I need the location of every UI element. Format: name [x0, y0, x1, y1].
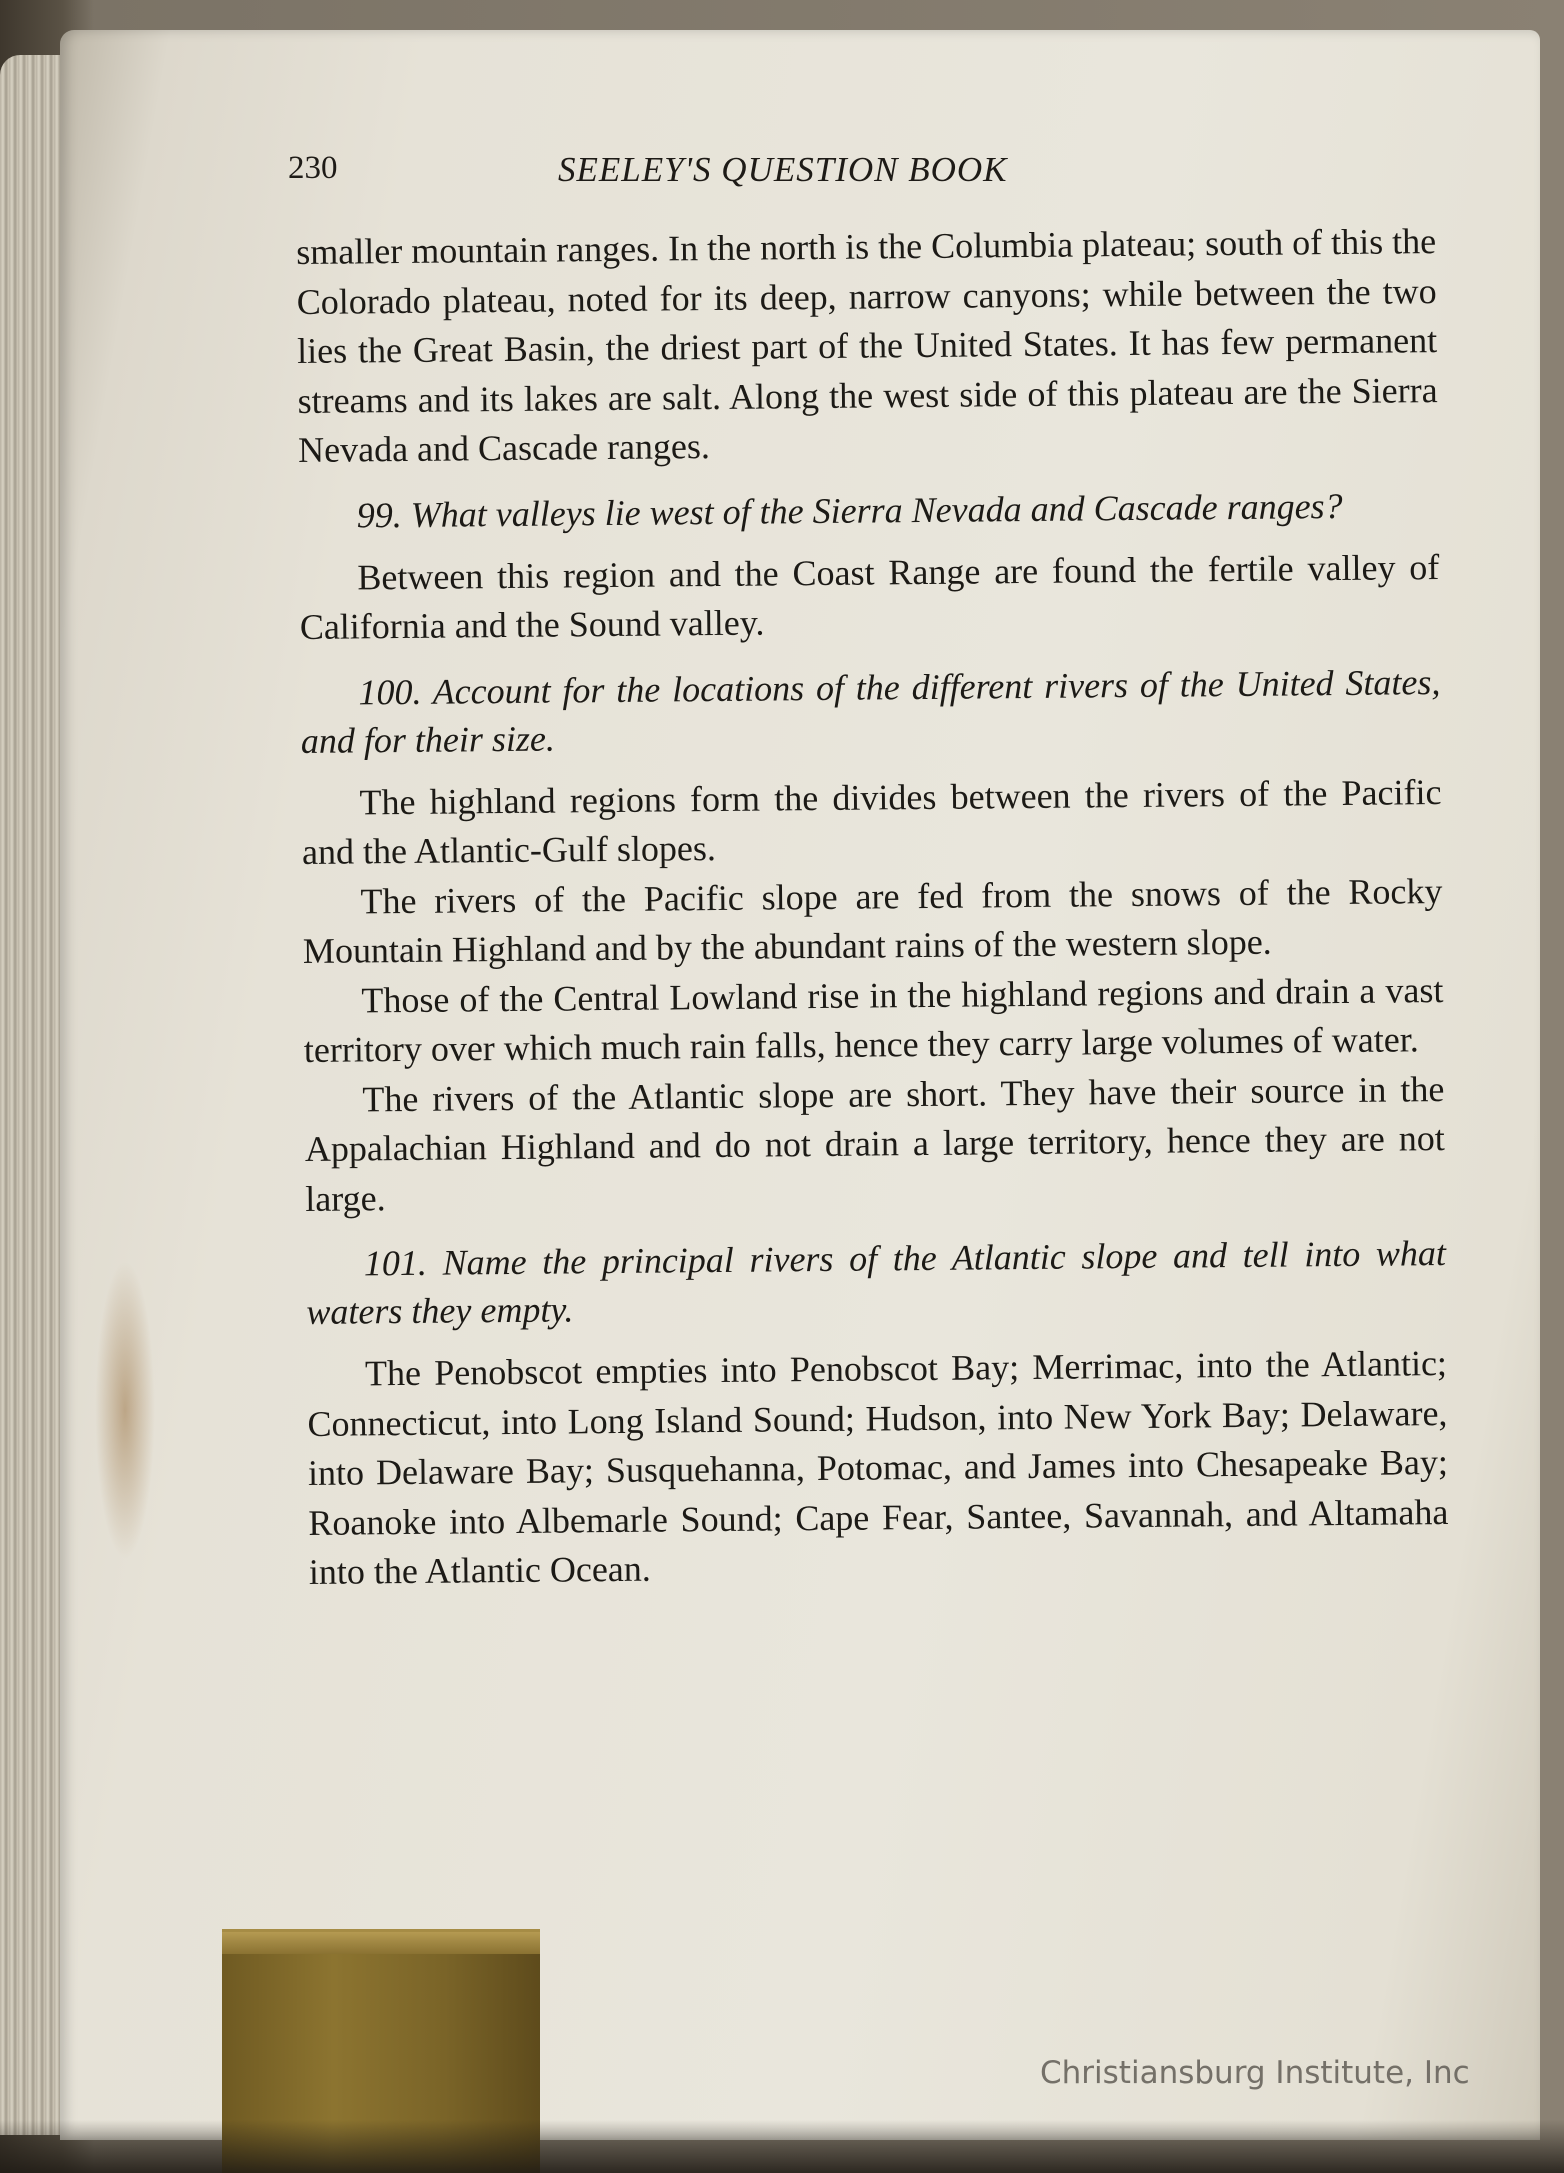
answer-101: The Penobscot empties into Penobscot Bay; Merrimac, into the Atlantic; Connecticut, into Long Island Sound; Hudson, into New York Bay; Delaware, into Delaware Bay; Susquehanna, Potomac, and James into Chesapeake Bay; Roanoke into Albemarle Sound; Cape Fear, Santee, Savannah, and Altamaha into the Atlantic Ocean.: [307, 1343, 1449, 1592]
page-header: [288, 150, 1148, 196]
answer-100-paragraph-2: The rivers of the Pacific slope are fed from the snows of the Rocky Mountain Highland and by the abundant rains of the western slope.: [302, 870, 1443, 971]
watermark: Christiansburg Institute, Inc: [1040, 2055, 1470, 2091]
answer-100-paragraph-1: The highland regions form the divides between the rivers of the Pacific and the Atlantic-Gulf slopes.: [301, 771, 1442, 872]
running-title: SEELEY'S QUESTION BOOK: [558, 150, 1008, 189]
bottom-shadow: [0, 2120, 1564, 2173]
question-99: 99. What valleys lie west of the Sierra Nevada and Cascade ranges?: [356, 485, 1343, 535]
paragraph-continuation: smaller mountain ranges. In the north is the Columbia plateau; south of this the Colorado plateau, noted for its deep, narrow canyons; while between the two lies the Great Basin, the driest part of the United States. It has few permanent streams and its lakes are salt. Along the west side of this plateau are the Sierra Nevada and Cascade ranges.: [296, 221, 1438, 470]
answer-100-paragraph-4: The rivers of the Atlantic slope are short. They have their source in the Appalachian Highland and do not drain a large territory, hence they are not large.: [304, 1068, 1445, 1219]
answer-99: Between this region and the Coast Range are found the fertile valley of California and the Sound valley.: [299, 546, 1440, 647]
answer-100-paragraph-3: Those of the Central Lowland rise in the highland regions and drain a vast territory over which much rain falls, hence they carry large volumes of water.: [303, 969, 1444, 1070]
page-stain: [95, 1260, 155, 1560]
question-101: 101. Name the principal rivers of the Atlantic slope and tell into what waters they empty.: [306, 1233, 1447, 1332]
question-100: 100. Account for the locations of the different rivers of the United States, and for their size.: [300, 661, 1441, 761]
page-number: 230: [288, 150, 338, 186]
book-stand-top: [222, 1932, 540, 1954]
page-body: [296, 217, 1449, 1597]
